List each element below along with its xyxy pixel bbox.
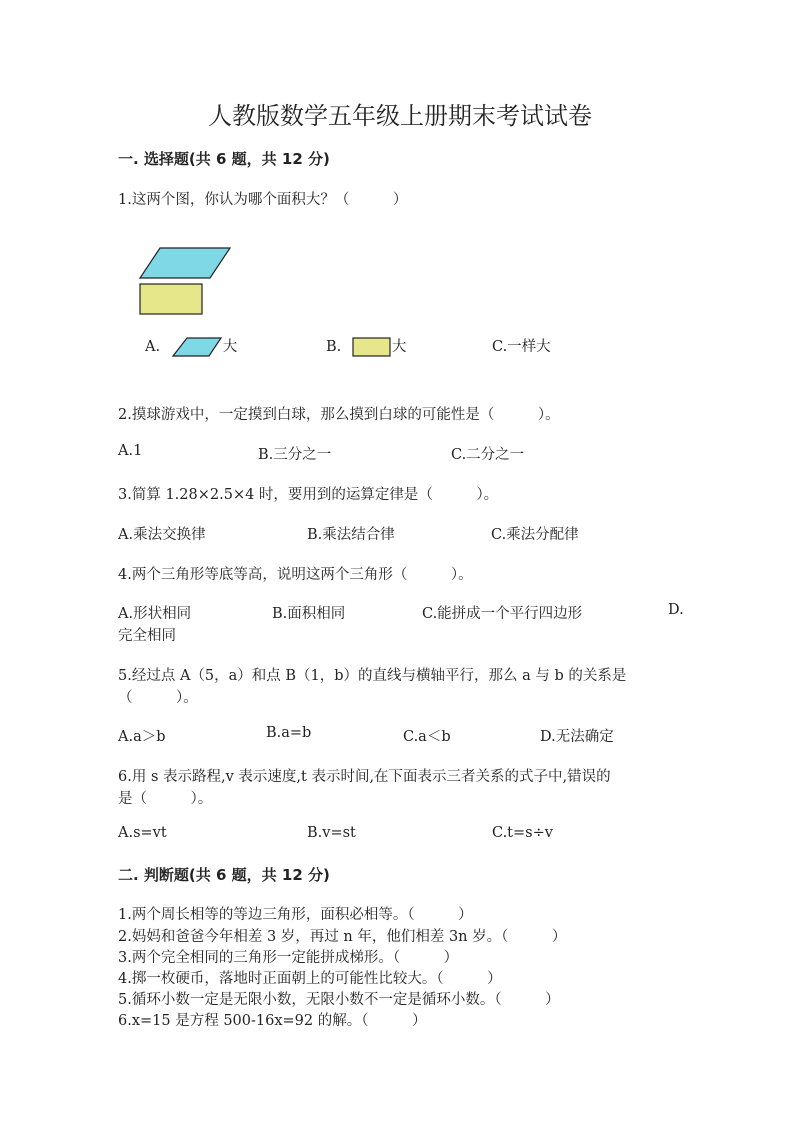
q6-option-a[interactable]: A.s=vt (118, 825, 167, 841)
section-heading-choice: 一. 选择题(共 6 题，共 12 分) (118, 150, 330, 168)
question-6-text-line2: 是（ ）。 (118, 791, 213, 807)
q2-option-c[interactable]: C.二分之一 (451, 447, 525, 463)
question-3-text: 3.简算 1.28×2.5×4 时，要用到的运算定律是（ ）。 (118, 487, 499, 503)
q3-option-b[interactable]: B.乘法结合律 (307, 527, 395, 543)
question-5-text-line2: （ ）。 (118, 690, 198, 706)
q4-option-b[interactable]: B.面积相同 (272, 606, 346, 622)
q1-figure (130, 240, 240, 320)
judgement-item-5: 5.循环小数一定是无限小数，无限小数不一定是循环小数。（ ） (118, 992, 560, 1008)
option-b-suffix: 大 (391, 339, 407, 355)
q1-option-a[interactable] (145, 335, 237, 357)
q6-option-b[interactable]: B.v=st (307, 825, 356, 841)
q5-option-a[interactable]: A.a＞b (118, 729, 166, 745)
q5-option-d[interactable]: D.无法确定 (540, 729, 614, 745)
q4-option-a[interactable]: A.形状相同 (118, 606, 192, 622)
q1-option-c[interactable]: C.一样大 (492, 339, 551, 355)
question-6-text-line1: 6.用 s 表示路程,v 表示速度,t 表示时间,在下面表示三者关系的式子中,错误的 (118, 769, 611, 785)
option-b-prefix: B. (326, 339, 342, 355)
judgement-item-4: 4.掷一枚硬币，落地时正面朝上的可能性比较大。（ ） (118, 971, 502, 987)
q5-option-c[interactable]: C.a＜b (403, 729, 451, 745)
q3-option-c[interactable]: C.乘法分配律 (491, 527, 579, 543)
q4-option-d[interactable]: D. (668, 602, 684, 618)
q3-option-a[interactable]: A.乘法交换律 (118, 527, 206, 543)
q6-option-c[interactable]: C.t=s÷v (492, 825, 553, 841)
judgement-item-3: 3.两个完全相同的三角形一定能拼成梯形。（ ） (118, 950, 459, 966)
question-5-text-line1: 5.经过点 A（5，a）和点 B（1，b）的直线与横轴平行，那么 a 与 b 的关系是 (118, 668, 627, 684)
q2-option-b[interactable]: B.三分之一 (258, 447, 332, 463)
rectangle-icon (352, 337, 392, 357)
section-heading-judgement: 二. 判断题(共 6 题，共 12 分) (118, 866, 330, 884)
q5-option-b[interactable]: B.a=b (266, 725, 312, 741)
q2-option-a[interactable]: A.1 (118, 443, 143, 459)
judgement-item-1: 1.两个周长相等的等边三角形，面积必相等。（ ） (118, 907, 473, 923)
question-2-text: 2.摸球游戏中，一定摸到白球，那么摸到白球的可能性是（ ）。 (118, 407, 560, 423)
q4-option-d-wrap[interactable]: 完全相同 (118, 628, 176, 644)
parallelogram-icon (171, 337, 223, 357)
judgement-item-2: 2.妈妈和爸爸今年相差 3 岁，再过 n 年，他们相差 3n 岁。（ ） (118, 929, 567, 945)
page-title: 人教版数学五年级上册期末考试试卷 (208, 102, 592, 130)
judgement-item-6: 6.x=15 是方程 500-16x=92 的解。（ ） (118, 1013, 427, 1029)
q4-option-c[interactable]: C.能拼成一个平行四边形 (422, 606, 583, 622)
question-1-text: 1.这两个图，你认为哪个面积大？（ ） (118, 192, 408, 208)
option-a-suffix: 大 (222, 339, 238, 355)
question-4-text: 4.两个三角形等底等高，说明这两个三角形（ ）。 (118, 567, 473, 583)
parallelogram-shape (140, 248, 230, 278)
q1-option-b[interactable] (326, 335, 406, 357)
rectangle-shape (140, 284, 202, 314)
option-a-prefix: A. (145, 339, 161, 355)
